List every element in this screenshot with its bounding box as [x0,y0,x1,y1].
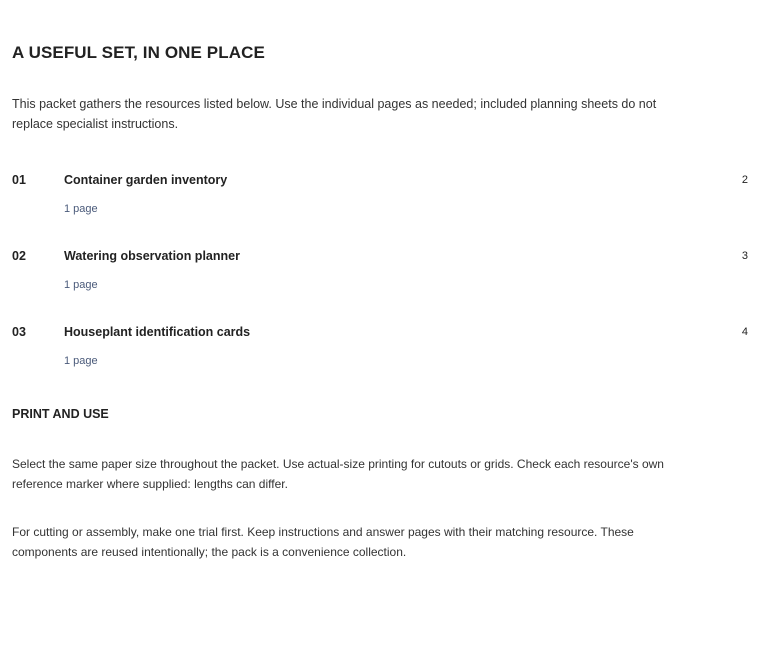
contents-item-page-number: 3 [741,250,748,262]
contents-item-page-count: 1 page [64,203,98,215]
print-instructions-paragraph: Select the same paper size throughout the packet. Use actual-size printing for cutouts or grids. Check each resource's own reference marker where supplied: lengths can differ. [12,457,664,491]
intro-paragraph: This packet gathers the resources listed below. Use the individual pages as needed; included planning sheets do not replace specialist instructions. [12,97,657,131]
contents-item-number: 01 [12,173,26,187]
contents-item-title: Houseplant identification cards [64,325,251,339]
page-title: A USEFUL SET, IN ONE PLACE [12,43,265,62]
contents-list [12,171,748,399]
contents-item-number: 03 [12,325,26,339]
contents-item-title: Container garden inventory [64,173,228,187]
assembly-instructions-paragraph: For cutting or assembly, make one trial first. Keep instructions and answer pages with their matching resource. These components are reused intentionally; the pack is a convenience collection. [12,525,634,559]
contents-item-page-number: 2 [741,174,748,186]
contents-item-page-number: 4 [741,326,748,338]
contents-item [12,323,748,399]
contents-item-page-count: 1 page [64,355,98,367]
contents-item [12,247,748,323]
contents-item-page-count: 1 page [64,279,98,291]
contents-item-number: 02 [12,249,26,263]
contents-item [12,171,748,247]
contents-item-title: Watering observation planner [64,249,240,263]
print-section-heading: PRINT AND USE [12,407,109,421]
